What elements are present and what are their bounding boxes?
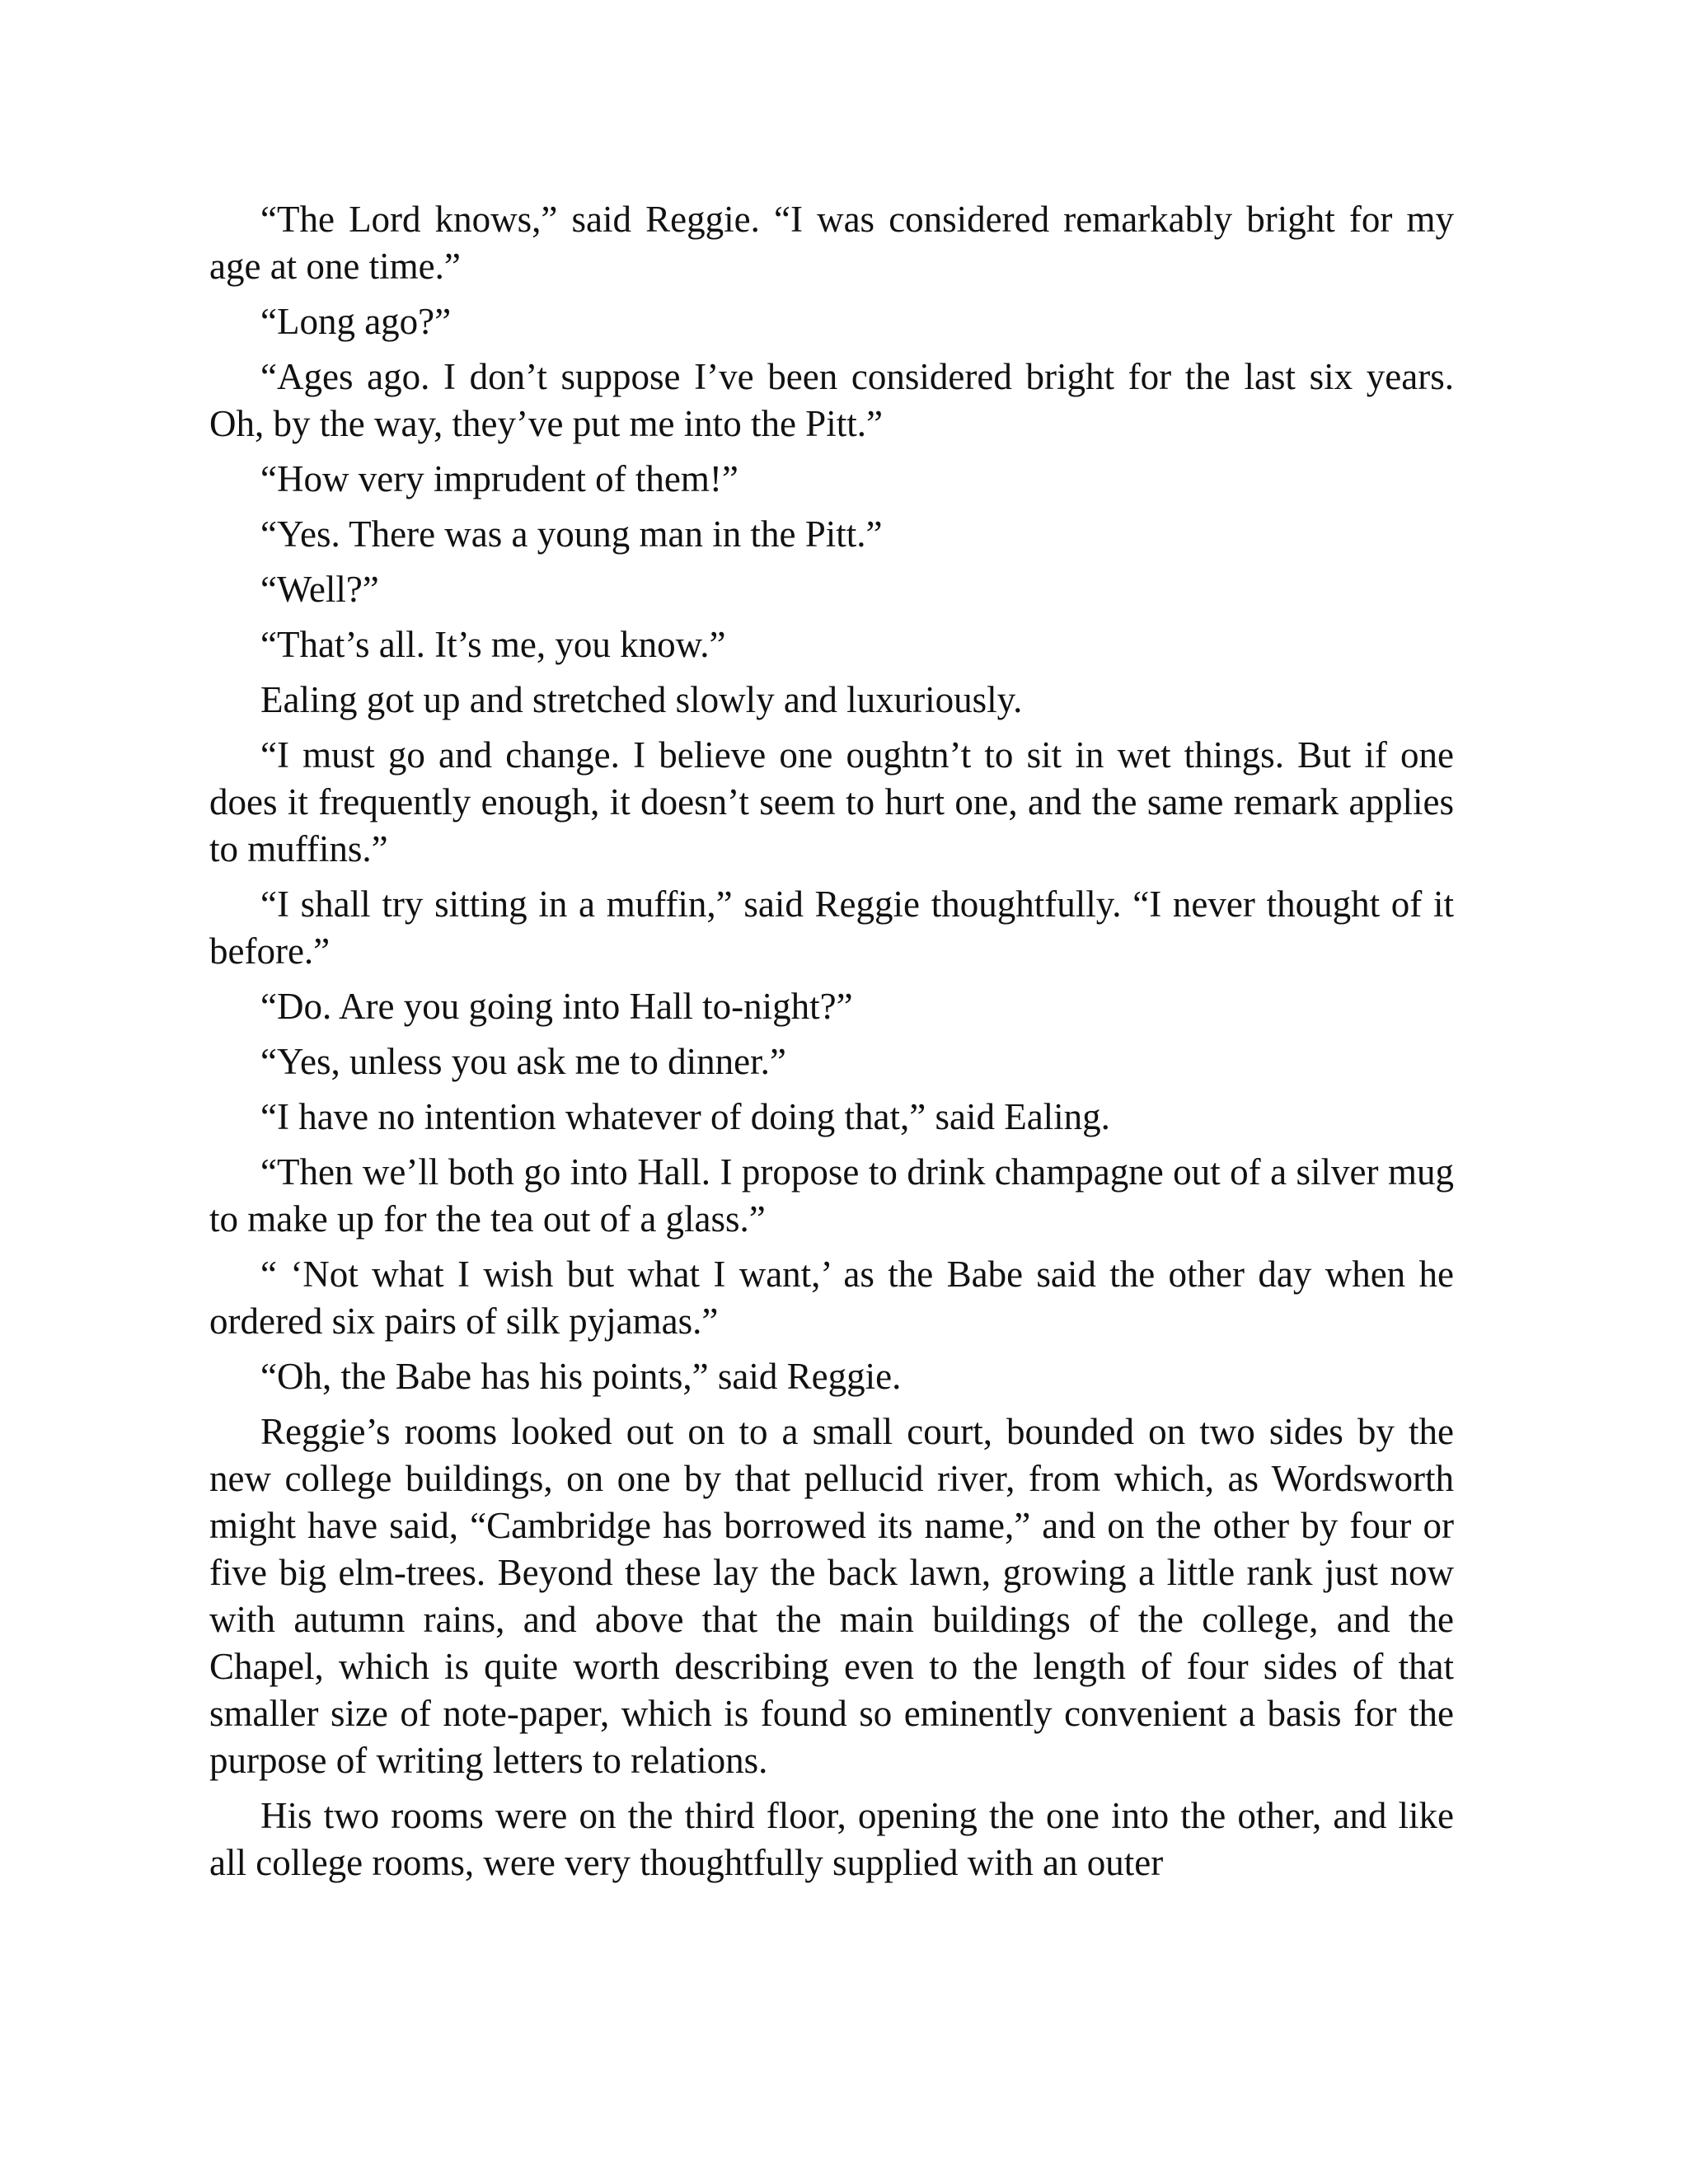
paragraph: His two rooms were on the third floor, opening the one into the other, and like all college rooms, were very thoughtfully supplied with an outer [209,1795,1454,1883]
paragraph: “Then we’ll both go into Hall. I propose to drink champagne out of a silver mug to make up for the tea out of a glass.” [209,1151,1454,1240]
paragraph: “Long ago?” [260,301,452,342]
body-text [209,196,1454,1895]
paragraph: “I shall try sitting in a muffin,” said Reggie thoughtfully. “I never thought of it before.” [209,883,1454,972]
paragraph: “Do. Are you going into Hall to-night?” [260,986,853,1027]
paragraph: “The Lord knows,” said Reggie. “I was considered remarkably bright for my age at one time.” [209,199,1454,287]
paragraph: “Yes, unless you ask me to dinner.” [260,1041,786,1082]
paragraph: “Ages ago. I don’t suppose I’ve been considered bright for the last six years. Oh, by the way, they’ve put me into the Pitt.” [209,356,1454,444]
paragraph: “That’s all. It’s me, you know.” [260,624,726,665]
paragraph: “How very imprudent of them!” [260,458,738,499]
paragraph: Reggie’s rooms looked out on to a small court, bounded on two sides by the new college buildings, on one by that pellucid river, from which, as Wordsworth might have said, “Cambridge has borrowed its name,” and on the other by four or five big elm-trees. Beyond these lay the back lawn, growing a little rank just now with autumn rains, and above that the main buildings of the college, and the Chapel, which is quite worth describing even to the length of four sides of that smaller size of note-paper, which is found so eminently convenient a basis for the purpose of writing letters to relations. [209,1411,1454,1781]
paragraph: “Oh, the Babe has his points,” said Reggie. [260,1356,902,1397]
paragraph: “I have no intention whatever of doing that,” said Ealing. [260,1096,1110,1137]
paragraph: “I must go and change. I believe one oughtn’t to sit in wet things. But if one does it frequently enough, it doesn’t seem to hurt one, and the same remark applies to muffins.” [209,734,1454,869]
paragraph: “ ‘Not what I wish but what I want,’ as the Babe said the other day when he ordered six pairs of silk pyjamas.” [209,1254,1454,1342]
paragraph: “Yes. There was a young man in the Pitt.” [260,513,883,555]
paragraph: Ealing got up and stretched slowly and luxuriously. [260,679,1023,720]
paragraph: “Well?” [260,569,379,610]
